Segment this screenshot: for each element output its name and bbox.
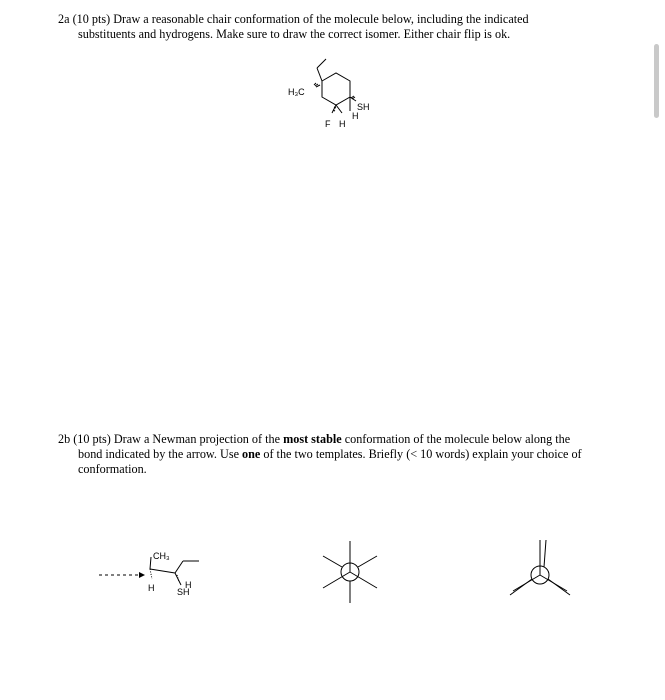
question-2b-line2 xyxy=(58,447,614,462)
question-2b-line1b: conformation of the molecule below along the xyxy=(341,432,571,446)
sh-label: SH xyxy=(177,587,190,597)
question-2b-line3: conformation. xyxy=(78,462,147,476)
sh-label: SH xyxy=(357,102,370,112)
molecule-2b-drawing xyxy=(95,545,225,605)
h-label-left: H xyxy=(148,583,155,593)
h-label-bottom: H xyxy=(339,119,346,129)
molecule-2a-drawing xyxy=(280,55,390,140)
h-label-right: H xyxy=(185,580,192,590)
question-2b-line2a: bond indicated by the arrow. Use xyxy=(78,447,243,461)
question-2b-points: (10 pts) xyxy=(73,432,111,446)
question-2b-line2b: of the two templates. Briefly (< 10 words) explain your choice of xyxy=(260,447,582,461)
ch3-label: CH₃ xyxy=(153,551,170,561)
question-2a-points: (10 pts) xyxy=(72,12,111,26)
f-label: F xyxy=(325,119,331,129)
h-label-right: H xyxy=(352,111,359,121)
cyclohexane-ring xyxy=(322,73,350,105)
question-2b-line1a: Draw a Newman projection of the xyxy=(113,432,284,446)
vertical-scrollbar[interactable] xyxy=(654,44,659,118)
question-2b-line1-bold: most stable xyxy=(283,432,342,446)
arrow-head xyxy=(139,572,145,578)
methyl-label: H₃C xyxy=(288,87,305,97)
question-2a-line2: substituents and hydrogens. Make sure to draw the correct isomer. Either chair flip is ok. xyxy=(78,27,511,41)
newman-template-eclipsed xyxy=(508,535,572,607)
question-2a-text xyxy=(58,12,614,42)
question-2a-line1: Draw a reasonable chair conformation of the molecule below, including the indicated xyxy=(113,12,529,26)
newman-template-staggered xyxy=(318,535,382,607)
question-2b-number: 2b xyxy=(58,432,71,446)
question-2a-number: 2a xyxy=(58,12,70,26)
question-2b-text xyxy=(58,432,614,477)
question-2b-line2-bold: one xyxy=(242,447,261,461)
